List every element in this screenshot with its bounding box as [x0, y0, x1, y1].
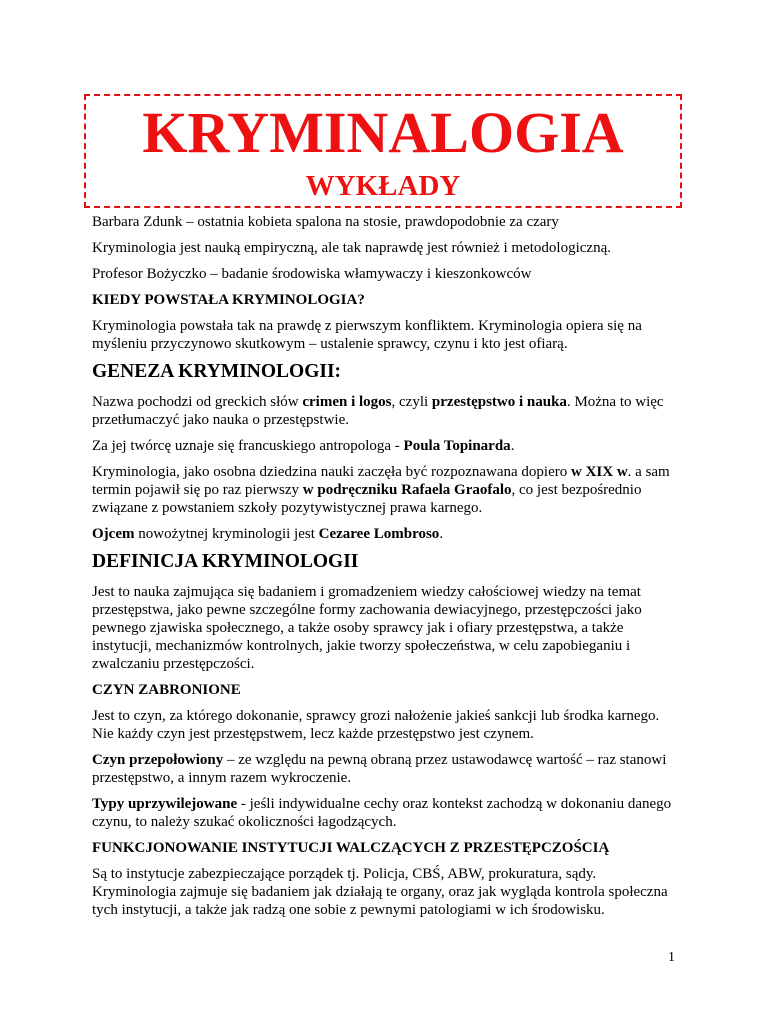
intro-paragraph: Barbara Zdunk – ostatnia kobieta spalona na stosie, prawdopodobnie za czary: [92, 214, 559, 230]
definicja-paragraph: Jest to nauka zajmująca się badaniem i gromadzeniem wiedzy całościowej wiedzy na temat przestępstwa, jako pewne szczególne formy zachowania dewiacyjnego, przestępczości jako pewnego zjawiska społecznego, a także osoby sprawcy jak i ofiary przestępstwa, a także instytucji, mechanizmów kontrolnych, jakie tworzy społeczeństwa, w celu zapobieganiu i zwalczaniu przestępczości.: [92, 584, 642, 672]
bold-term: przestępstwo i nauka: [431, 394, 567, 410]
text-run: - jeśli indywidualne cechy oraz kontekst zachodzą w dokonaniu danego czynu, to należy szukać okoliczności łagodzących.: [92, 796, 672, 830]
document-subtitle: WYKŁADY: [305, 170, 461, 202]
bold-term: Typy uprzywilejowane: [92, 796, 238, 812]
text-run: , co jest bezpośrednio związane z powstaniem szkoły pozytywistycznej prawa karnego.: [92, 482, 642, 516]
intro-paragraph: Kryminologia jest nauką empiryczną, ale tak naprawdę jest również i metodologiczną.: [92, 240, 611, 256]
section-heading-definicja: DEFINICJA KRYMINOLOGII: [92, 551, 359, 572]
bold-term: w XIX w: [570, 464, 628, 480]
bold-term: Poula Topinarda: [403, 438, 511, 454]
page-number: 1: [668, 950, 675, 965]
text-run: .: [510, 438, 515, 454]
text-run: Nazwa pochodzi od greckich słów: [92, 394, 303, 410]
typy-uprzywilejowane-paragraph: [92, 795, 682, 831]
text-run: . Można to więc przetłumaczyć jako nauka o przestępstwie.: [92, 394, 664, 428]
text-run: – ze względu na pewną obraną przez ustawodawcę wartość – raz stanowi przestępstwo, a innym razem wykroczenie.: [92, 752, 667, 786]
text-run: , czyli: [391, 394, 432, 410]
funkcjonowanie-paragraph: Są to instytucje zabezpieczające porządek tj. Policja, CBŚ, ABW, prokuratura, sądy. Kryminologia zajmuje się badaniem jak działają te organy, oraz jak wygląda kontrola społeczna tych instytucji, a także jak radzą one sobie z pewnymi patologiami w ich środowisku.: [92, 866, 668, 918]
text-run: Za jej twórcę uznaje się francuskiego antropologa -: [92, 438, 404, 454]
document-title: KRYMINALOGIA: [142, 100, 624, 165]
text-run: nowożytnej kryminologii jest: [134, 526, 319, 542]
geneza-paragraph-1: [92, 393, 682, 429]
text-run: Kryminologia, jako osobna dziedzina nauki zaczęła być rozpoznawana dopiero: [92, 464, 571, 480]
geneza-paragraph-4: [92, 525, 682, 543]
text-run: .: [439, 526, 444, 542]
document-content: [92, 213, 682, 927]
kiedy-paragraph: Kryminologia powstała tak na prawdę z pierwszym konfliktem. Kryminologia opiera się na myśleniu przyczynowo skutkowym – ustalenie sprawcy, czynu i kto jest ofiarą.: [92, 318, 642, 352]
geneza-paragraph-3: [92, 463, 682, 517]
bold-term: Czyn przepołowiony: [92, 752, 224, 768]
czyn-przepolowiony-paragraph: [92, 751, 682, 787]
section-heading-funkcjonowanie: FUNKCJONOWANIE INSTYTUCJI WALCZĄCYCH Z PRZESTĘPCZOŚCIĄ: [92, 840, 610, 856]
section-heading-geneza: GENEZA KRYMINOLOGII:: [92, 361, 342, 382]
title-box: [84, 94, 682, 208]
section-heading-czyn: CZYN ZABRONIONE: [92, 682, 241, 698]
bold-term: Ojcem: [92, 526, 135, 542]
bold-term: w podręczniku Rafaela Graofalo: [302, 482, 512, 498]
text-run: . a sam termin pojawił się po raz pierwszy: [92, 464, 670, 498]
geneza-paragraph-2: [92, 437, 682, 455]
bold-term: Cezaree Lombroso: [318, 526, 440, 542]
intro-paragraph: Profesor Bożyczko – badanie środowiska włamywaczy i kieszonkowców: [92, 266, 532, 282]
czyn-paragraph: Jest to czyn, za którego dokonanie, sprawcy grozi nałożenie jakieś sankcji lub środka karnego. Nie każdy czyn jest przestępstwem, lecz każde przestępstwo jest czynem.: [92, 708, 660, 742]
section-heading-kiedy: KIEDY POWSTAŁA KRYMINOLOGIA?: [92, 292, 365, 308]
bold-term: crimen i logos: [302, 394, 392, 410]
